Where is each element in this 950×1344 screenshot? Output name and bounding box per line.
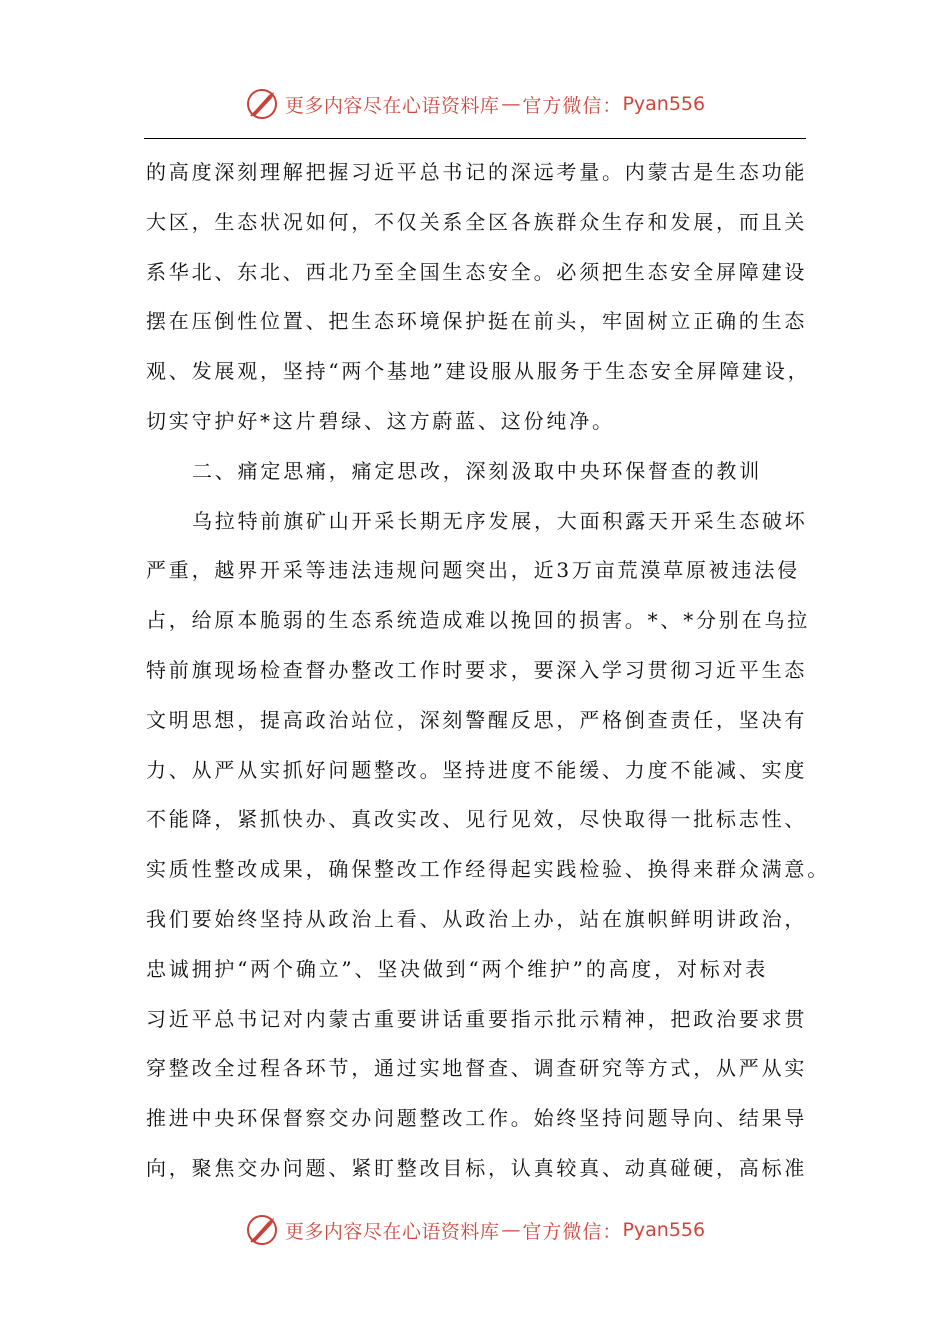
text-line: 乌拉特前旗矿山开采长期无序发展，大面积露天开采生态破坏 xyxy=(192,508,808,533)
text-line: 摆在压倒性位置、把生态环境保护挺在前头，牢固树立正确的生态 xyxy=(146,309,808,334)
banner-wechat-id: Pyan556 xyxy=(622,93,706,115)
banner-sub-text: 官方微信： xyxy=(522,1220,623,1243)
text-line: 占，给原本脆弱的生态系统造成难以挽回的损害。*、*分别在乌拉 xyxy=(146,608,810,633)
text-line: 的高度深刻理解把握习近平总书记的深远考量。内蒙古是生态功能 xyxy=(146,160,808,184)
text-line: 观、发展观，坚持“两个基地”建设服从服务于生态安全屏障建设， xyxy=(146,359,811,384)
banner-sub-text: 官方微信： xyxy=(522,94,623,117)
text-line: 穿整改全过程各环节，通过实地督查、调查研究等方式，从严从实 xyxy=(146,1056,808,1081)
header-divider xyxy=(144,138,806,139)
document-body xyxy=(146,148,830,1194)
text-line: 系华北、东北、西北乃至全国生态安全。必须把生态安全屏障建设 xyxy=(146,259,808,284)
quill-logo-icon xyxy=(245,87,279,121)
banner-dash: — xyxy=(501,1219,521,1241)
header-banner xyxy=(0,84,950,124)
text-line: 力、从严从实抓好问题整改。坚持进度不能缓、力度不能减、实度 xyxy=(146,757,808,782)
text-line: 习近平总书记对内蒙古重要讲话重要指示批示精神，把政治要求贯 xyxy=(146,1006,808,1031)
text-line: 严重，越界开采等违法违规问题突出，近3万亩荒漠草原被违法侵 xyxy=(146,558,800,583)
section-heading: 二、痛定思痛，痛定思改，深刻汲取中央环保督查的教训 xyxy=(192,458,762,483)
quill-logo-icon xyxy=(245,1213,279,1247)
banner-main-text: 更多内容尽在心语资料库 xyxy=(284,94,500,117)
text-line: 我们要始终坚持从政治上看、从政治上办，站在旗帜鲜明讲政治， xyxy=(146,906,808,931)
banner-dash: — xyxy=(501,93,521,115)
text-line: 大区，生态状况如何，不仅关系全区各族群众生存和发展，而且关 xyxy=(146,209,808,234)
text-line: 实质性整改成果，确保整改工作经得起实践检验、换得来群众满意。 xyxy=(146,857,830,882)
banner-wechat-id: Pyan556 xyxy=(622,1219,706,1241)
text-line: 忠诚拥护“两个确立”、坚决做到“两个维护”的高度，对标对表 xyxy=(146,956,769,981)
footer-banner xyxy=(0,1210,950,1250)
banner-main-text: 更多内容尽在心语资料库 xyxy=(284,1220,500,1243)
text-line: 推进中央环保督察交办问题整改工作。始终坚持问题导向、结果导 xyxy=(146,1106,808,1131)
text-line: 特前旗现场检查督办整改工作时要求，要深入学习贯彻习近平生态 xyxy=(146,657,808,682)
text-line: 向，聚焦交办问题、紧盯整改目标，认真较真、动真碰硬，高标准 xyxy=(146,1155,808,1180)
text-line: 不能降，紧抓快办、真改实改、见行见效，尽快取得一批标志性、 xyxy=(146,807,808,832)
text-line: 文明思想，提高政治站位，深刻警醒反思，严格倒查责任，坚决有 xyxy=(146,707,808,732)
text-line: 切实守护好*这片碧绿、这方蔚蓝、这份纯净。 xyxy=(146,408,615,433)
